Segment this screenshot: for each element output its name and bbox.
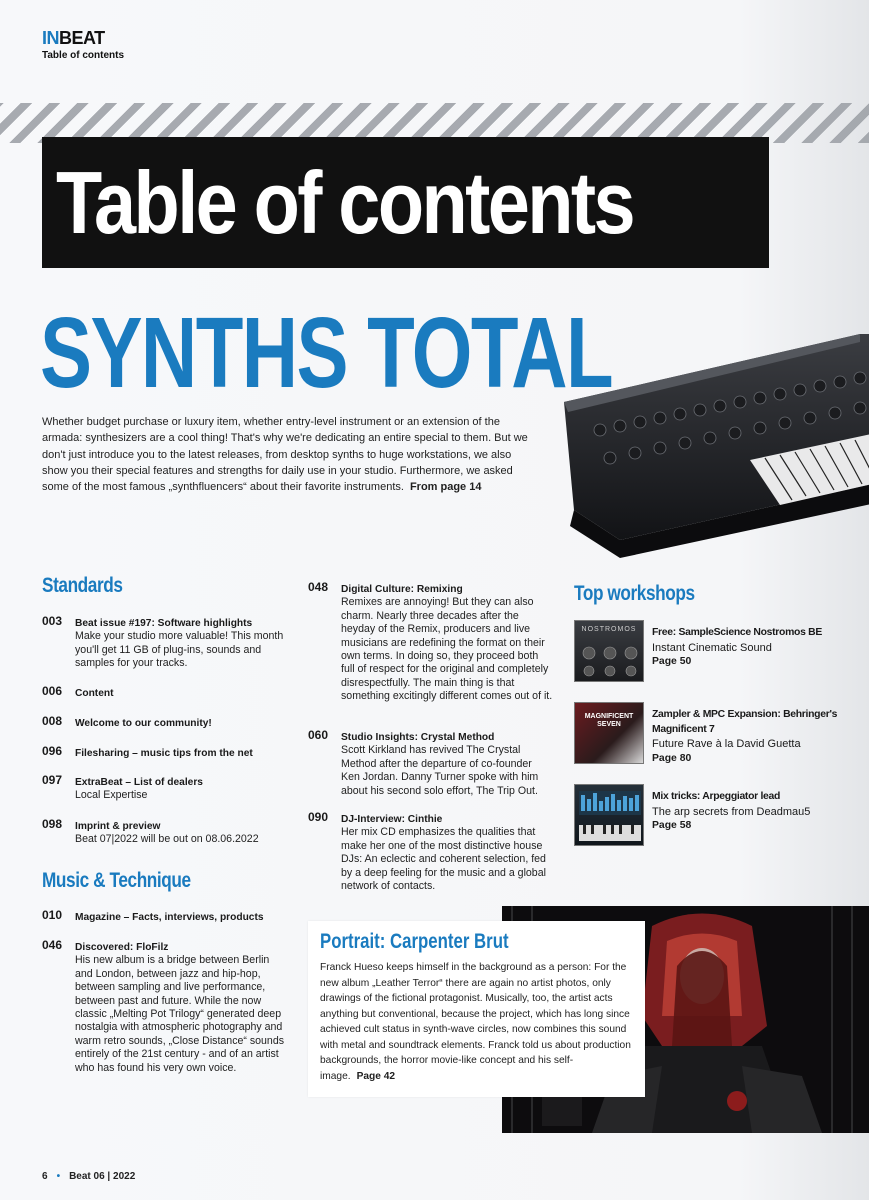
entry-page-number: 098 <box>42 817 63 831</box>
feature-page-ref: From page 14 <box>409 481 482 494</box>
section-label: Table of contents <box>42 50 125 61</box>
entry-description: Remixes are annoying! But they can also charm. Nearly three decades after the heyday of the Remix, producers and live musicians are redefining the format on their own terms. In doing so, they proceed both full of respect for the original and completely disrespectfully. The main thing is that something excitingly different comes out of it. <box>341 596 553 703</box>
entry-title: Beat issue #197: Software highlights <box>75 618 253 629</box>
portrait-heading: Portrait: Carpenter Brut <box>320 930 509 953</box>
workshop-thumbnail <box>574 620 644 682</box>
thumbnail-label: NOSTROMOS <box>581 626 637 633</box>
entry-page-number: 096 <box>42 744 63 758</box>
page-title: Table of contents <box>42 137 769 268</box>
workshop-thumbnail <box>574 784 644 846</box>
entry-title: ExtraBeat – List of dealers <box>75 777 203 788</box>
entry-page-number: 097 <box>42 773 63 787</box>
entry-page-number: 003 <box>42 614 63 628</box>
entry-title: Discovered: FloFilz <box>75 942 169 953</box>
page-number: 6 <box>42 1171 48 1182</box>
entry-description: Scott Kirkland has revived The Crystal Method after the departure of co-founder Ken Jordan. Danny Turner spoke with him about his second solo effort, The Trip Out. <box>341 744 539 797</box>
entry-title: Welcome to our community! <box>75 718 212 729</box>
entry-description: His new album is a bridge between Berlin and London, between jazz and hip-hop, between sampling and live performance, between past and future. While the now classic „Melting Pot Trilogy“ generated deep nostalgia with atmospheric photography and warm retro sounds, „Close Distance“ sounds entirely of the 21st century - and of an artist who has found his very own voice. <box>75 954 285 1074</box>
footer-separator: • <box>56 1171 61 1182</box>
entry-title: Digital Culture: Remixing <box>341 584 463 595</box>
workshop-page: Page 50 <box>652 656 692 667</box>
entry-description: Make your studio more valuable! This month you'll get 11 GB of plug-ins, sounds and samples for your tracks. <box>75 630 284 670</box>
workshop-title: Free: SampleScience Nostromos BE <box>652 627 822 638</box>
entry-title: Filesharing – music tips from the net <box>75 748 253 759</box>
workshop-title: Zampler & MPC Expansion: Behringer's Magnificent 7 <box>652 709 838 735</box>
entry-page-number: 060 <box>308 728 329 742</box>
music-technique-heading: Music & Technique <box>42 869 191 892</box>
portrait-page-ref: Page 42 <box>356 1070 396 1082</box>
entry-page-number: 006 <box>42 684 63 698</box>
entry-description: Local Expertise <box>75 789 148 802</box>
entry-page-number: 010 <box>42 908 63 922</box>
workshop-description: Future Rave à la David Guetta <box>652 738 801 750</box>
workshop-item <box>574 784 869 850</box>
standards-heading: Standards <box>42 574 123 597</box>
synthesizer-image <box>560 330 869 560</box>
entry-title: DJ-Interview: Cinthie <box>341 814 443 825</box>
entry-description: Beat 07|2022 will be out on 08.06.2022 <box>75 833 259 846</box>
feature-intro: Whether budget purchase or luxury item, whether entry-level instrument or an extension of the armada: synthesizers are a cool thing! That's why we're dedicating an entire special to them. But we don't just introduce you to the latest releases, from desktop synths to huge workstations, we also show you their special features and strengths for daily use in your studio. Furthermore, we asked some of the most famous „synthfluencers“ about their favorite instruments. From page 14 <box>42 416 528 494</box>
brand-logo: INBEAT <box>42 28 105 48</box>
workshop-description: Instant Cinematic Sound <box>652 641 772 654</box>
entry-page-number: 090 <box>308 810 329 824</box>
entry-description: Her mix CD emphasizes the qualities that make her one of the most distinctive house DJs: An eclectic and coherent selection, fed by a deep feeling for the music and a global network of contacts. <box>341 826 546 893</box>
workshop-description: The arp secrets from Deadmau5 <box>652 805 811 818</box>
portrait-teaser-box <box>308 921 645 1097</box>
issue-label: Beat 06 | 2022 <box>69 1171 136 1182</box>
workshop-thumbnail <box>574 702 644 764</box>
workshop-item <box>574 702 869 768</box>
thumbnail-label: MAGNIFICENT SEVEN <box>584 713 634 728</box>
feature-headline: SYNTHS TOTAL <box>40 297 613 409</box>
entry-page-number: 048 <box>308 580 329 594</box>
workshop-title: Mix tricks: Arpeggiator lead <box>652 791 781 802</box>
entry-title: Studio Insights: Crystal Method <box>341 732 495 743</box>
entry-title: Content <box>75 688 114 699</box>
entry-title: Magazine – Facts, interviews, products <box>75 912 264 923</box>
page-footer <box>42 1171 135 1182</box>
top-workshops-heading: Top workshops <box>574 582 695 605</box>
entry-page-number: 008 <box>42 714 63 728</box>
portrait-text: Franck Hueso keeps himself in the background as a person: For the new album „Leather Terror“ there are again no artist photos, only drawings of the fictional protagonist. Musically, too, the artist acts anything but conventional, because the project, which has long since achieved cult status in synth-wave circles, now combines this sound with metal and soundtrack elements. Franck told us about production backgrounds, the horror movie-like concept and his self-image. Page 42 <box>320 962 631 1082</box>
workshop-item <box>574 620 869 686</box>
workshop-page: Page 80 <box>652 752 692 764</box>
entry-page-number: 046 <box>42 938 63 952</box>
entry-title: Imprint & preview <box>75 821 161 832</box>
workshop-page: Page 58 <box>652 820 692 831</box>
